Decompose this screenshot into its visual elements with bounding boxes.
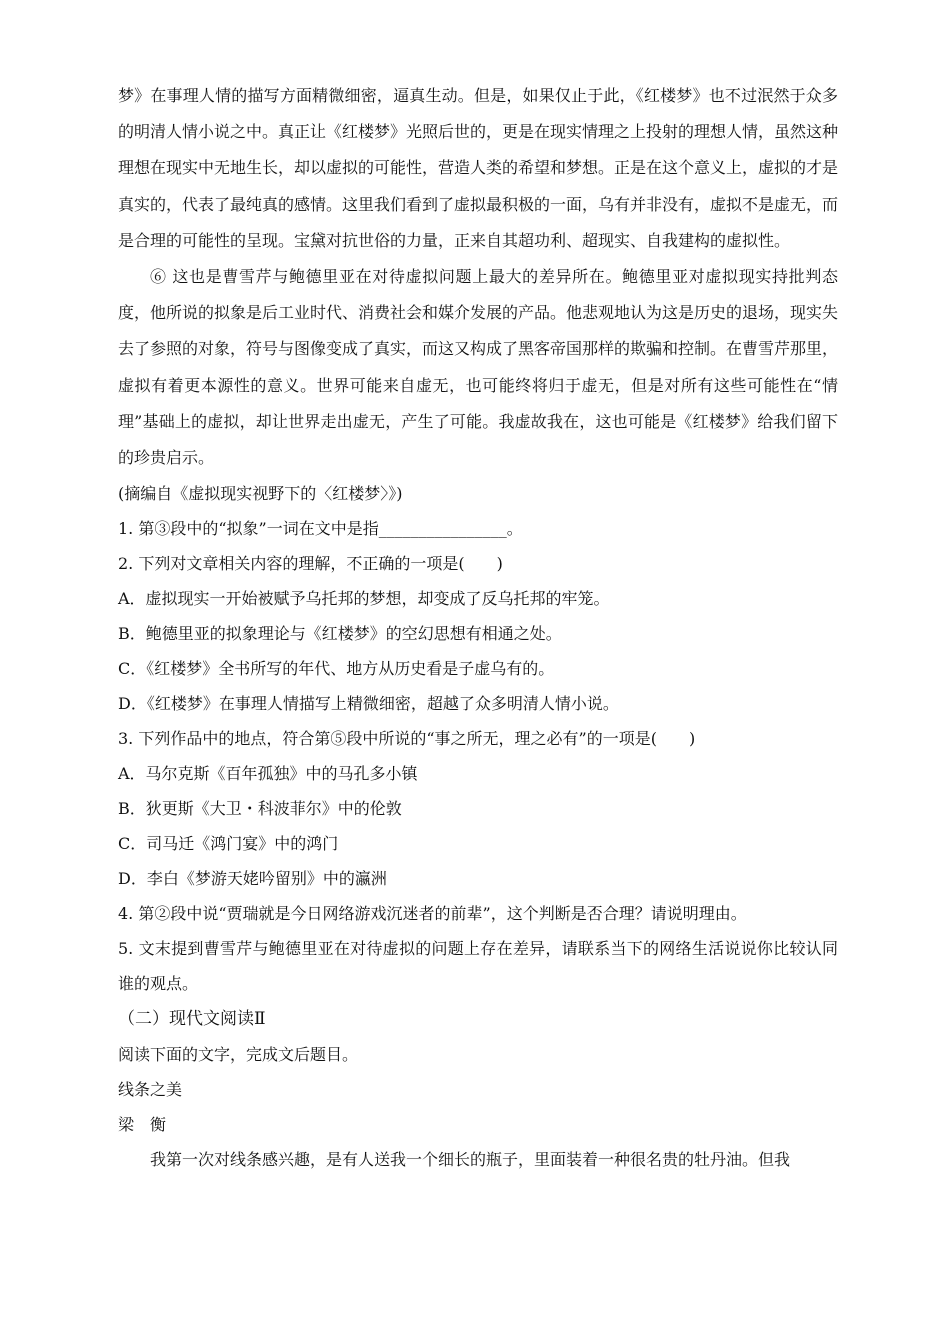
- section-instruction: 阅读下面的文字，完成文后题目。: [118, 1045, 359, 1065]
- question-5: 5. 文末提到曹雪芹与鲍德里亚在对待虚拟的问题上存在差异，请联系当下的网络生活说说你比较认同谁的观点。: [118, 939, 838, 994]
- passage-paragraph-5-end: 梦》在事理人情的描写方面精微细密，逼真生动。但是，如果仅止于此，《红楼梦》也不过泯然于众多的明清人情小说之中。真正让《红楼梦》光照后世的，更是在现实情理之上投射的理想人情，虽然这种理想在现实中无地生长，却以虚拟的可能性，营造人类的希望和梦想。正是在这个意义上，虚拟的才是真实的，代表了最纯真的感情。这里我们看到了虚拟最积极的一面，乌有并非没有，虚拟不是虚无，而是合理的可能性的呈现。宝黛对抗世俗的力量，正来自其超功利、超现实、自我建构的虚拟性。: [118, 86, 839, 250]
- question-2-stem: 2. 下列对文章相关内容的理解，不正确的一项是( ): [118, 554, 503, 574]
- question-2-option-c: C．《红楼梦》全书所写的年代、地方从历史看是子虚乌有的。: [118, 659, 555, 679]
- question-3-option-d: D．李白《梦游天姥吟留别》中的瀛洲: [118, 869, 387, 889]
- document-page: [118, 78, 838, 1178]
- passage-paragraph-6: ⑥ 这也是曹雪芹与鲍德里亚在对待虚拟问题上最大的差异所在。鲍德里亚对虚拟现实持批判态度，他所说的拟象是后工业时代、消费社会和媒介发展的产品。他悲观地认为这是历史的退场，现实失去了参照的对象，符号与图像变成了真实，而这又构成了黑客帝国那样的欺骗和控制。在曹雪芹那里，虚拟有着更本源性的意义。世界可能来自虚无，也可能终将归于虚无，但是对所有这些可能性在“情理”基础上的虚拟，却让世界走出虚无，产生了可能。我虚故我在，这也可能是《红楼梦》给我们留下的珍贵启示。: [118, 267, 839, 468]
- question-2-option-b: B．鲍德里亚的拟象理论与《红楼梦》的空幻思想有相通之处。: [118, 624, 562, 644]
- article-title: 线条之美: [118, 1080, 183, 1100]
- question-3-option-a: A．马尔克斯《百年孤独》中的马孔多小镇: [118, 764, 418, 784]
- question-3-stem: 3. 下列作品中的地点，符合第⑤段中所说的“事之所无，理之必有”的一项是( ): [118, 729, 696, 749]
- question-1: 1. 第③段中的“拟象”一词在文中是指________________。: [118, 519, 523, 539]
- section-heading: （二）现代文阅读Ⅱ: [118, 1009, 266, 1030]
- question-3-option-c: C．司马迁《鸿门宴》中的鸿门: [118, 834, 339, 854]
- question-2-option-d: D．《红楼梦》在事理人情描写上精微细密，超越了众多明清人情小说。: [118, 694, 619, 714]
- article-first-paragraph: 我第一次对线条感兴趣，是有人送我一个细长的瓶子，里面装着一种很名贵的牡丹油。但我: [150, 1150, 791, 1170]
- question-3-option-b: B．狄更斯《大卫・科波菲尔》中的伦敦: [118, 799, 402, 819]
- question-4: 4. 第②段中说“贾瑞就是今日网络游戏沉迷者的前辈”，这个判断是否合理？请说明理由。: [118, 904, 747, 924]
- question-2-option-a: A．虚拟现实一开始被赋予乌托邦的梦想，却变成了反乌托邦的牢笼。: [118, 589, 610, 609]
- article-author: 梁 衡: [118, 1115, 167, 1135]
- passage-source: (摘编自《虚拟现实视野下的〈红楼梦〉》): [118, 484, 403, 504]
